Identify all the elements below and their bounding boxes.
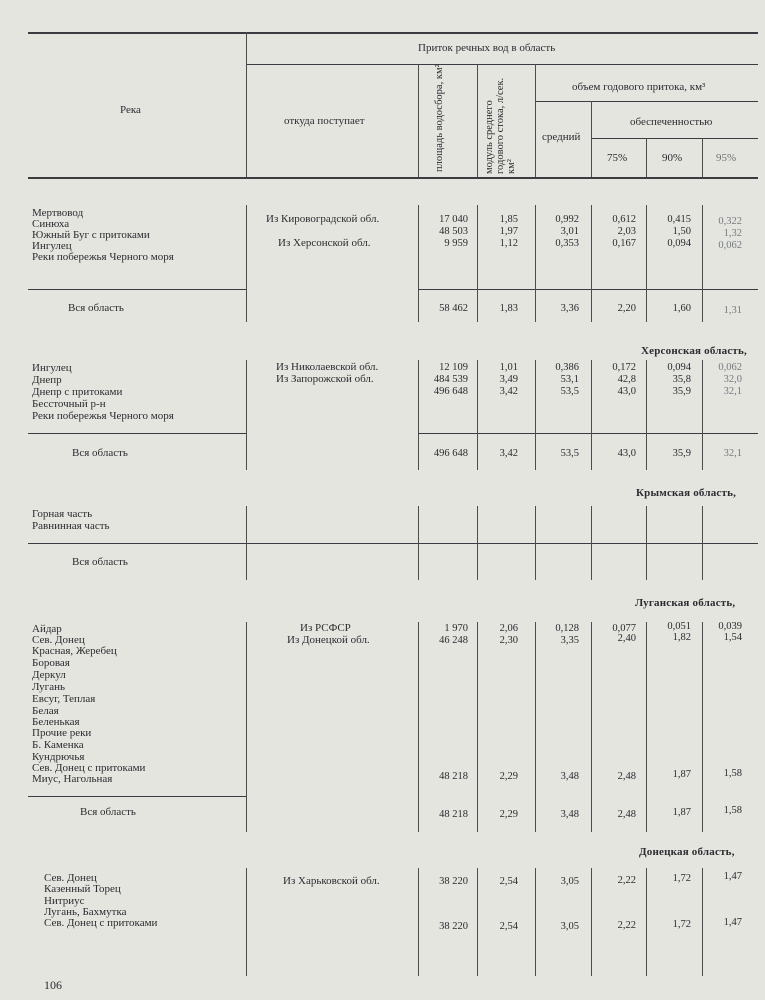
area-cell: 48 218 [439, 771, 468, 782]
area-cell: 17 040 [439, 214, 468, 225]
p95-cell: 32,0 [723, 374, 742, 385]
header-rule-1 [246, 64, 758, 65]
p90-cell: 1,87 [672, 807, 691, 818]
river-name: Сев. Донец [44, 872, 97, 884]
river-name: Б. Каменка [32, 739, 84, 751]
header-modulus: модуль среднего годового стока, л/сек. км² [484, 77, 517, 174]
river-name: Ингулец [32, 362, 72, 374]
mod-cell: 2,06 [499, 623, 518, 634]
total-label: Вся область [72, 556, 128, 568]
mean-cell: 0,128 [555, 623, 579, 634]
p95-cell: 0,322 [718, 216, 742, 227]
s4-vline-p90 [646, 622, 647, 832]
s3-vline-river [246, 506, 247, 580]
s3-vline-p95 [702, 506, 703, 580]
mean-cell: 3,48 [560, 809, 579, 820]
mean-cell: 0,353 [555, 238, 579, 249]
p90-cell: 35,8 [672, 374, 691, 385]
river-name: Миус, Нагольная [32, 773, 113, 785]
region-title: Донецкая область, [639, 846, 735, 858]
p75-cell: 2,48 [617, 809, 636, 820]
river-name: Реки побережья Черного моря [32, 410, 174, 422]
header-p95: 95% [716, 152, 737, 164]
mod-cell: 2,29 [499, 809, 518, 820]
s1-total-rule [28, 289, 246, 290]
mean-cell: 0,992 [555, 214, 579, 225]
s2-total-rule-right [418, 433, 758, 434]
header-vline-p95 [702, 138, 703, 177]
s4-vline-p95 [702, 622, 703, 832]
source-cell: Из Донецкой обл. [287, 634, 370, 646]
p95-cell: 1,58 [723, 805, 742, 816]
p75-cell: 2,22 [617, 875, 636, 886]
p75-cell: 2,48 [617, 771, 636, 782]
mod-cell: 1,01 [499, 362, 518, 373]
area-cell: 1 970 [444, 623, 468, 634]
mean-cell: 3,36 [560, 303, 579, 314]
mod-cell: 2,30 [499, 635, 518, 646]
river-name: Прочие реки [32, 727, 92, 739]
s4-vline-p75 [591, 622, 592, 832]
header-bottom-rule [28, 177, 758, 179]
header-area: площадь водосбора, км² [434, 64, 445, 172]
p95-cell: 1,32 [723, 228, 742, 239]
p95-cell: 1,31 [723, 305, 742, 316]
river-name: Мертвовод [32, 207, 84, 219]
area-cell: 9 959 [444, 238, 468, 249]
area-cell: 58 462 [439, 303, 468, 314]
river-name: Беленькая [32, 716, 80, 728]
s4-total-rule [28, 796, 246, 797]
p95-cell: 1,54 [723, 632, 742, 643]
header-vline-river [246, 32, 247, 177]
source-cell: Из Кировоградской обл. [266, 213, 380, 225]
region-title: Крымская область, [636, 487, 737, 499]
header-vline-mod [477, 64, 478, 177]
area-cell: 38 220 [439, 876, 468, 887]
p95-cell: 1,58 [723, 768, 742, 779]
region-title: Луганская область, [635, 597, 736, 609]
page-number: 106 [44, 978, 62, 992]
river-name: Сев. Донец с притоками [44, 917, 158, 929]
river-name: Сев. Донец [32, 634, 85, 646]
header-rule-2 [535, 101, 758, 102]
river-name: Ингулец [32, 240, 72, 252]
p95-cell: 32,1 [723, 448, 742, 459]
header-vline-p75 [591, 101, 592, 177]
area-cell: 12 109 [439, 362, 468, 373]
s2-vline-river [246, 360, 247, 470]
source-cell: Из Николаевской обл. [276, 361, 379, 373]
p90-cell: 1,87 [672, 769, 691, 780]
total-label: Вся область [80, 806, 136, 818]
s3-vline-p90 [646, 506, 647, 580]
source-cell: Из Запорожской обл. [276, 373, 374, 385]
mean-cell: 53,1 [560, 374, 579, 385]
p75-cell: 2,22 [617, 920, 636, 931]
river-name: Равнинная часть [32, 520, 110, 532]
p75-cell: 42,8 [617, 374, 636, 385]
p95-cell: 1,47 [723, 871, 742, 882]
header-source: откуда поступает [284, 115, 365, 127]
top-rule [28, 32, 758, 34]
header-vline-mean [535, 64, 536, 177]
s2-total-rule [28, 433, 246, 434]
s3-vline-p75 [591, 506, 592, 580]
s4-vline-area [418, 622, 419, 832]
p95-cell: 1,47 [723, 917, 742, 928]
header-mean: средний [542, 131, 581, 143]
s3-vline-area [418, 506, 419, 580]
area-cell: 484 539 [433, 374, 468, 385]
header-river: Река [120, 104, 141, 116]
p75-cell: 2,03 [617, 226, 636, 237]
mod-cell: 1,83 [499, 303, 518, 314]
header-p75: 75% [607, 152, 628, 164]
mod-cell: 2,54 [499, 921, 518, 932]
total-label: Вся область [72, 447, 128, 459]
area-cell: 496 648 [433, 386, 468, 397]
s4-vline-mean [535, 622, 536, 832]
mod-cell: 2,29 [499, 771, 518, 782]
p90-cell: 0,051 [667, 621, 691, 632]
source-cell: Из РСФСР [300, 622, 351, 634]
mod-cell: 3,42 [499, 448, 518, 459]
p90-cell: 0,094 [667, 362, 691, 373]
p90-cell: 0,094 [667, 238, 691, 249]
s5-vline-river [246, 868, 247, 976]
river-name: Реки побережья Черного моря [32, 251, 174, 263]
p90-cell: 35,9 [672, 448, 691, 459]
p95-cell: 0,062 [718, 240, 742, 251]
river-name: Казенный Торец [44, 883, 121, 895]
p75-cell: 0,167 [612, 238, 636, 249]
river-name: Кундрючья [32, 751, 85, 763]
mean-cell: 53,5 [560, 386, 579, 397]
p90-cell: 35,9 [672, 386, 691, 397]
mod-cell: 1,85 [499, 214, 518, 225]
river-name: Деркул [32, 669, 66, 681]
area-cell: 48 218 [439, 809, 468, 820]
river-name: Айдар [32, 623, 62, 635]
p90-cell: 1,72 [672, 873, 691, 884]
s4-vline-river [246, 622, 247, 832]
total-label: Вся область [68, 302, 124, 314]
p75-cell: 2,40 [617, 633, 636, 644]
area-cell: 48 503 [439, 226, 468, 237]
river-name: Лугань [32, 681, 65, 693]
mean-cell: 3,01 [560, 226, 579, 237]
mod-cell: 1,12 [499, 238, 518, 249]
source-cell: Из Херсонской обл. [278, 237, 371, 249]
p95-cell: 0,062 [718, 362, 742, 373]
mod-cell: 3,42 [499, 386, 518, 397]
s4-vline-mod [477, 622, 478, 832]
p75-cell: 0,172 [612, 362, 636, 373]
river-name: Нитриус [44, 895, 85, 907]
header-rule-3 [591, 138, 758, 139]
p75-cell: 43,0 [617, 448, 636, 459]
header-vline-p90 [646, 138, 647, 177]
mean-cell: 3,35 [560, 635, 579, 646]
mod-cell: 1,97 [499, 226, 518, 237]
p75-cell: 43,0 [617, 386, 636, 397]
p90-cell: 1,82 [672, 632, 691, 643]
s3-vline-mean [535, 506, 536, 580]
river-name: Евсуг, Теплая [32, 693, 96, 705]
mod-cell: 2,54 [499, 876, 518, 887]
river-name: Сев. Донец с притоками [32, 762, 146, 774]
river-name: Боровая [32, 657, 70, 669]
region-title: Херсонская область, [641, 345, 747, 357]
mean-cell: 3,05 [560, 876, 579, 887]
river-name: Бессточный р-н [32, 398, 106, 410]
river-name: Днепр [32, 374, 62, 386]
p90-cell: 1,50 [672, 226, 691, 237]
river-name: Красная, Жеребец [32, 645, 117, 657]
river-name: Синюха [32, 218, 70, 230]
mean-cell: 3,48 [560, 771, 579, 782]
p95-cell: 32,1 [723, 386, 742, 397]
header-volume: объем годового притока, км³ [572, 81, 706, 93]
header-p90: 90% [662, 152, 683, 164]
p75-cell: 2,20 [617, 303, 636, 314]
p75-cell: 0,612 [612, 214, 636, 225]
header-inflow: Приток речных вод в область [418, 42, 556, 54]
mod-cell: 3,49 [499, 374, 518, 385]
river-name: Лугань, Бахмутка [44, 906, 127, 918]
mean-cell: 53,5 [560, 448, 579, 459]
s1-vline-river [246, 205, 247, 322]
p75-cell: 0,077 [612, 623, 636, 634]
area-cell: 38 220 [439, 921, 468, 932]
s3-total-rule [28, 543, 758, 544]
p90-cell: 1,72 [672, 919, 691, 930]
source-cell: Из Харьковской обл. [283, 875, 380, 887]
area-cell: 46 248 [439, 635, 468, 646]
header-vline-area [418, 64, 419, 177]
header-provision: обеспеченностью [630, 116, 713, 128]
s1-total-rule-right [418, 289, 758, 290]
river-name: Горная часть [32, 508, 93, 520]
river-name: Южный Буг с притоками [32, 229, 150, 241]
s3-vline-mod [477, 506, 478, 580]
p90-cell: 1,60 [672, 303, 691, 314]
river-name: Днепр с притоками [32, 386, 123, 398]
p95-cell: 0,039 [718, 621, 742, 632]
p90-cell: 0,415 [667, 214, 691, 225]
area-cell: 496 648 [433, 448, 468, 459]
mean-cell: 3,05 [560, 921, 579, 932]
mean-cell: 0,386 [555, 362, 579, 373]
river-name: Белая [32, 705, 59, 717]
